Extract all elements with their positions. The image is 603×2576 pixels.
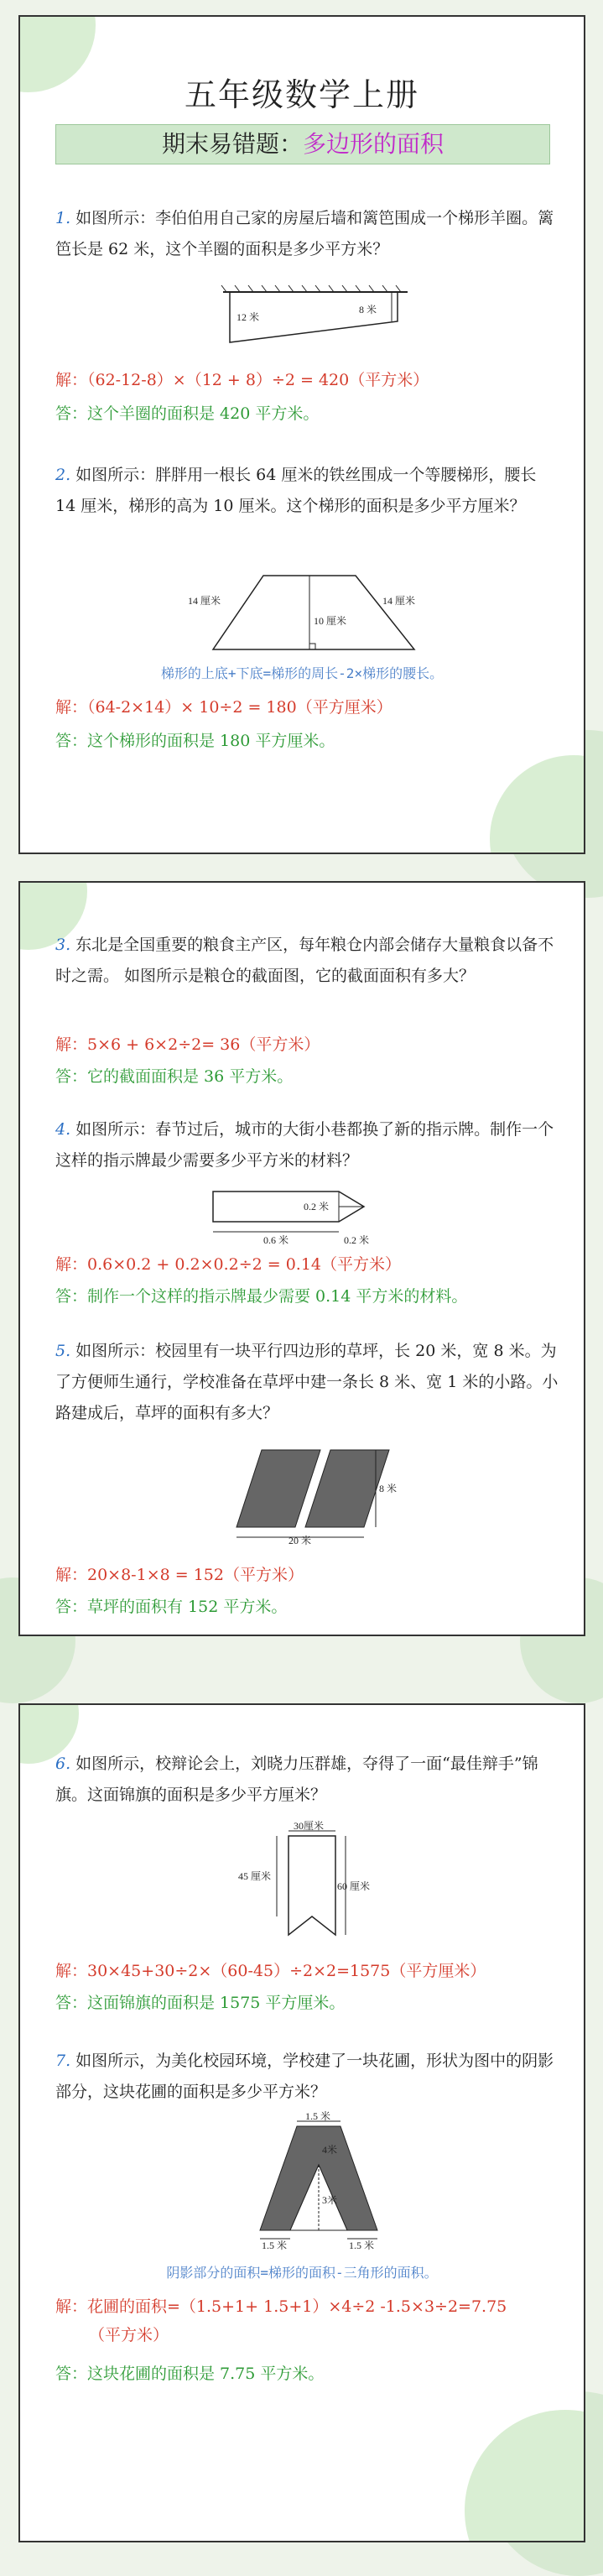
q1-label-right: 8 米 bbox=[359, 304, 377, 315]
q6-label-top: 30厘米 bbox=[294, 1820, 325, 1832]
q4-label-c: 0.6 米 bbox=[263, 1234, 289, 1246]
q5-answer: 答：草坪的面积有 152 平方米。 bbox=[55, 1598, 288, 1616]
question-number: 4. bbox=[55, 1120, 71, 1139]
question-5 bbox=[55, 1336, 559, 1429]
q1-figure bbox=[196, 282, 431, 357]
q2-figure bbox=[188, 566, 439, 658]
q2-label-left: 14 厘米 bbox=[188, 595, 221, 607]
question-4 bbox=[55, 1114, 559, 1176]
q2-label-right: 14 厘米 bbox=[382, 595, 416, 607]
corner-decoration bbox=[465, 2410, 585, 2542]
question-text: 东北是全国重要的粮食主产区，每年粮仓内部会储存大量粮食以备不时之需。 如图所示是粮仓的截面图，它的截面面积有多大？ bbox=[55, 936, 554, 985]
question-6 bbox=[55, 1749, 559, 1811]
q6-figure bbox=[238, 1820, 389, 1960]
banner-topic: 多边形的面积 bbox=[303, 130, 444, 158]
q6-answer: 答：这面锦旗的面积是 1575 平方厘米。 bbox=[55, 1994, 346, 2012]
question-text: 如图所示：胖胖用一根长 64 厘米的铁丝围成一个等腰梯形，腰长 14 厘米，梯形的高为 10 厘米。这个梯形的面积是多少平方厘米？ bbox=[55, 466, 537, 515]
q4-label-a: 0.2 米 bbox=[304, 1201, 330, 1212]
q2-solution: 解：（64-2×14）× 10÷2 = 180（平方厘米） bbox=[55, 698, 392, 717]
q2-label-mid: 10 厘米 bbox=[314, 615, 347, 627]
q7-label-br: 1.5 米 bbox=[349, 2240, 375, 2251]
topic-banner bbox=[55, 124, 550, 164]
q3-answer: 答：它的截面面积是 36 平方米。 bbox=[55, 1067, 294, 1086]
page-title: 五年级数学上册 bbox=[184, 76, 419, 113]
q4-solution: 解：0.6×0.2 + 0.2×0.2÷2 = 0.14（平方米） bbox=[55, 1255, 402, 1274]
question-text: 如图所示，校辩论会上，刘晓力压群雄，夺得了一面“最佳辩手”锦旗。这面锦旗的面积是多少平方厘米？ bbox=[55, 1755, 538, 1804]
q6-label-left: 45 厘米 bbox=[238, 1870, 272, 1882]
q4-answer: 答：制作一个这样的指示牌最少需要 0.14 平方米的材料。 bbox=[55, 1287, 468, 1306]
q7-answer: 答：这块花圃的面积是 7.75 平方米。 bbox=[55, 2365, 325, 2383]
q3-solution: 解：5×6 + 6×2÷2= 36（平方米） bbox=[55, 1035, 320, 1054]
question-1 bbox=[55, 203, 559, 265]
q5-label-h: 8 米 bbox=[379, 1483, 398, 1494]
question-text: 如图所示：春节过后，城市的大街小巷都换了新的指示牌。制作一个这样的指示牌最少需要多少平方米的材料？ bbox=[55, 1120, 554, 1170]
worksheet-card-1 bbox=[18, 15, 585, 854]
question-2 bbox=[55, 460, 559, 522]
worksheet-card-3 bbox=[18, 1703, 585, 2542]
q7-solution-line-2: （平方米） bbox=[89, 2326, 169, 2344]
question-number: 3. bbox=[55, 936, 71, 954]
q1-answer: 答：这个羊圈的面积是 420 平方米。 bbox=[55, 404, 320, 423]
q4-label-b: 0.2 米 bbox=[344, 1234, 370, 1246]
banner-prefix: 期末易错题： bbox=[161, 130, 303, 158]
q7-label-h1: 4米 bbox=[322, 2144, 338, 2156]
question-number: 2. bbox=[55, 466, 71, 484]
question-number: 5. bbox=[55, 1342, 71, 1360]
q7-label-top: 1.5 米 bbox=[305, 2110, 331, 2122]
question-number: 1. bbox=[55, 209, 71, 227]
corner-decoration bbox=[490, 755, 585, 854]
q7-figure bbox=[247, 2110, 414, 2251]
q7-solution bbox=[55, 2292, 567, 2349]
q4-figure bbox=[196, 1181, 414, 1257]
question-number: 6. bbox=[55, 1755, 71, 1773]
q5-label-w: 20 米 bbox=[289, 1535, 312, 1546]
q6-label-right: 60 厘米 bbox=[337, 1880, 371, 1892]
q7-solution-line-1: 解：花圃的面积=（1.5+1+ 1.5+1）×4÷2 -1.5×3÷2=7.75 bbox=[55, 2297, 507, 2316]
question-text: 如图所示，为美化校园环境，学校建了一块花圃，形状为图中的阴影部分，这块花圃的面积是多少平方米？ bbox=[55, 2052, 554, 2101]
question-3 bbox=[55, 930, 559, 992]
worksheet-card-2 bbox=[18, 881, 585, 1636]
question-text: 如图所示：校园里有一块平行四边形的草坪，长 20 米，宽 8 米。为了方便师生通行，学校准备在草坪中建一条长 8 米、宽 1 米的小路。小路建成后，草坪的面积有多大？ bbox=[55, 1342, 559, 1422]
q5-figure bbox=[196, 1440, 414, 1549]
q2-answer: 答：这个梯形的面积是 180 平方厘米。 bbox=[55, 732, 335, 750]
question-number: 7. bbox=[55, 2052, 71, 2070]
q5-solution: 解：20×8-1×8 = 152（平方米） bbox=[55, 1566, 304, 1584]
q7-hint: 阴影部分的面积=梯形的面积-三角形的面积。 bbox=[166, 2265, 438, 2281]
q1-solution: 解：（62-12-8）×（12 + 8）÷2 = 420（平方米） bbox=[55, 371, 429, 389]
q1-label-left: 12 米 bbox=[237, 311, 260, 323]
q6-solution: 解：30×45+30÷2×（60-45）÷2×2=1575（平方厘米） bbox=[55, 1962, 486, 1980]
question-text: 如图所示：李伯伯用自己家的房屋后墙和篱笆围成一个梯形羊圈。篱笆长是 62 米，这个羊圈的面积是多少平方米？ bbox=[55, 209, 554, 258]
q7-label-h2: 3米 bbox=[322, 2194, 338, 2206]
q7-label-bl: 1.5 米 bbox=[262, 2240, 288, 2251]
question-7 bbox=[55, 2046, 559, 2108]
q2-hint: 梯形的上底+下底=梯形的周长-2×梯形的腰长。 bbox=[160, 665, 444, 681]
